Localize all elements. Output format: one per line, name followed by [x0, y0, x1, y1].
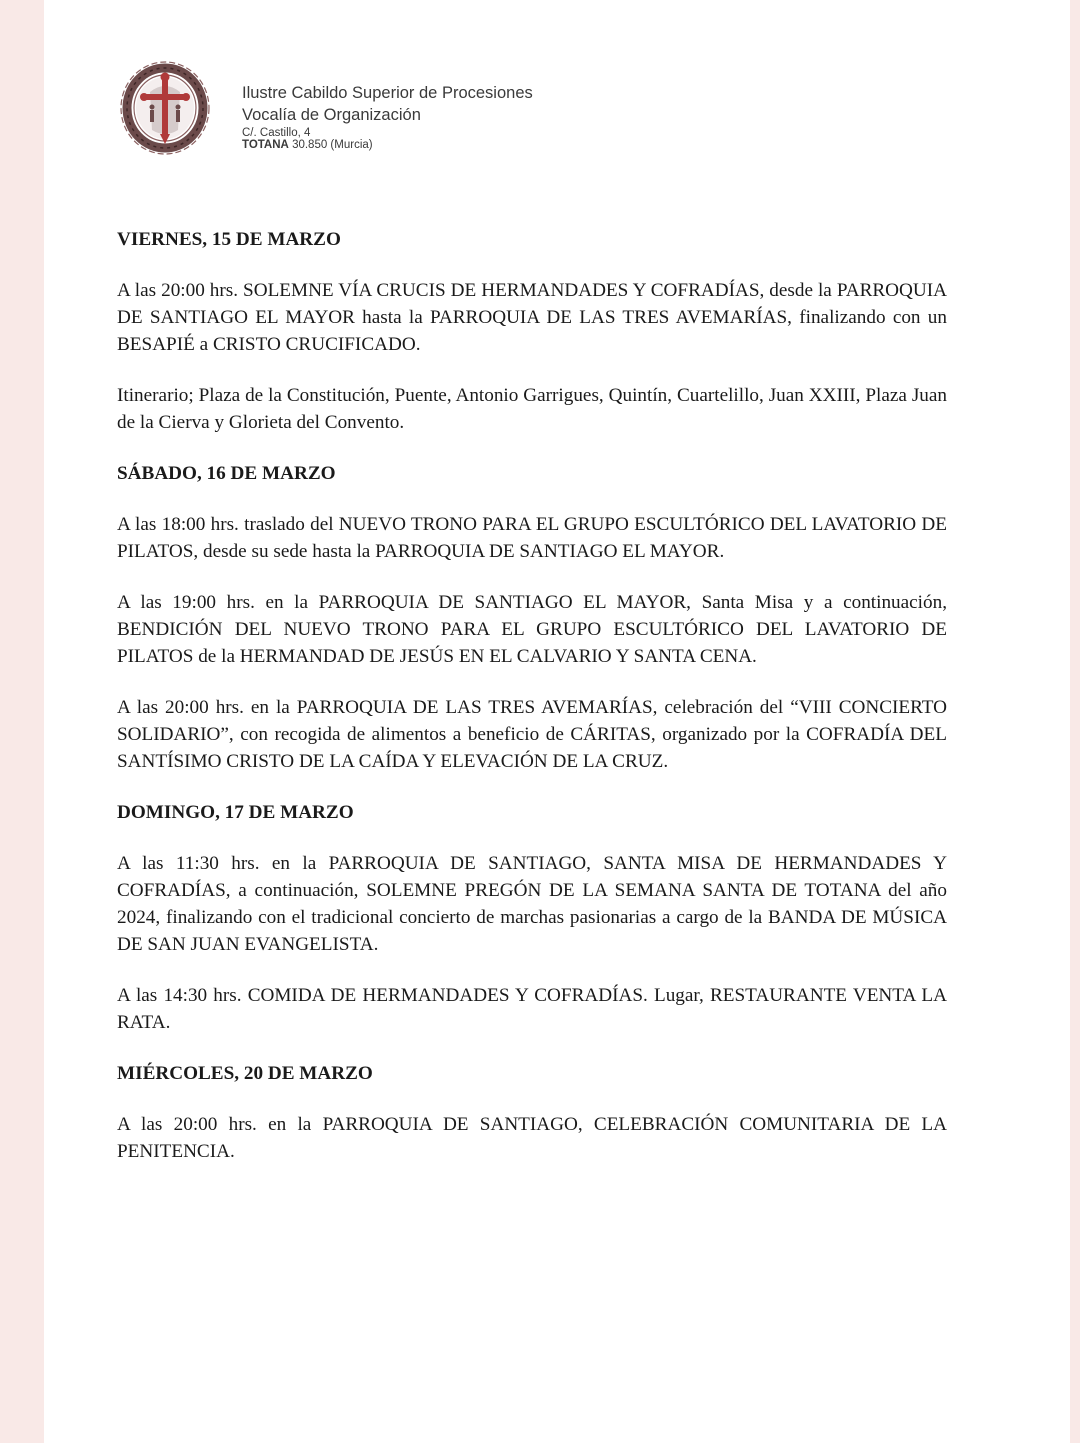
department-name: Vocalía de Organización — [242, 106, 421, 124]
letterhead — [120, 60, 720, 170]
event-paragraph: A las 11:30 hrs. en la PARROQUIA DE SANTIAGO, SANTA MISA DE HERMANDADES Y COFRADÍAS, a continuación, SOLEMNE PREGÓN DE LA SEMANA SANTA DE TOTANA del año 2024, finalizando con el tradicional concierto de marchas pasionarias a cargo de la BANDA DE MÚSICA DE SAN JUAN EVANGELISTA. — [117, 853, 947, 955]
document-page — [44, 0, 1070, 1443]
address-city: TOTANA — [242, 139, 289, 151]
day-heading-miercoles: MIÉRCOLES, 20 DE MARZO — [117, 1063, 373, 1084]
event-paragraph: A las 14:30 hrs. COMIDA DE HERMANDADES Y COFRADÍAS. Lugar, RESTAURANTE VENTA LA RATA. — [117, 985, 947, 1033]
address-street: C/. Castillo, 4 — [242, 127, 311, 139]
address-postal: 30.850 (Murcia) — [292, 139, 373, 151]
day-heading-viernes: VIERNES, 15 DE MARZO — [117, 229, 341, 250]
event-paragraph: A las 20:00 hrs. SOLEMNE VÍA CRUCIS DE HERMANDADES Y COFRADÍAS, desde la PARROQUIA DE SANTIAGO EL MAYOR hasta la PARROQUIA DE LAS TRES AVEMARÍAS, finalizando con un BESAPIÉ a CRISTO CRUCIFICADO. — [117, 280, 947, 355]
event-paragraph: A las 18:00 hrs. traslado del NUEVO TRONO PARA EL GRUPO ESCULTÓRICO DEL LAVATORIO DE PILATOS, desde su sede hasta la PARROQUIA DE SANTIAGO EL MAYOR. — [117, 514, 947, 562]
crowned-cross-emblem-icon — [120, 60, 210, 156]
event-paragraph: A las 19:00 hrs. en la PARROQUIA DE SANTIAGO EL MAYOR, Santa Misa y a continuación, BENDICIÓN DEL NUEVO TRONO PARA EL GRUPO ESCULTÓRICO DEL LAVATORIO DE PILATOS de la HERMANDAD DE JESÚS EN EL CALVARIO Y SANTA CENA. — [117, 592, 947, 667]
organization-name: Ilustre Cabildo Superior de Procesiones — [242, 84, 533, 102]
event-paragraph: A las 20:00 hrs. en la PARROQUIA DE SANTIAGO, CELEBRACIÓN COMUNITARIA DE LA PENITENCIA. — [117, 1114, 947, 1162]
organization-info — [242, 82, 533, 151]
day-heading-domingo: DOMINGO, 17 DE MARZO — [117, 802, 354, 823]
event-paragraph: Itinerario; Plaza de la Constitución, Puente, Antonio Garrigues, Quintín, Cuartelillo, Juan XXIII, Plaza Juan de la Cierva y Glorieta del Convento. — [117, 385, 947, 433]
address-city-line — [242, 139, 533, 151]
schedule-content — [117, 226, 947, 1189]
day-heading-sabado: SÁBADO, 16 DE MARZO — [117, 463, 336, 484]
event-paragraph: A las 20:00 hrs. en la PARROQUIA DE LAS TRES AVEMARÍAS, celebración del “VIII CONCIERTO SOLIDARIO”, con recogida de alimentos a beneficio de CÁRITAS, organizado por la COFRADÍA DEL SANTÍSIMO CRISTO DE LA CAÍDA Y ELEVACIÓN DE LA CRUZ. — [117, 697, 947, 772]
